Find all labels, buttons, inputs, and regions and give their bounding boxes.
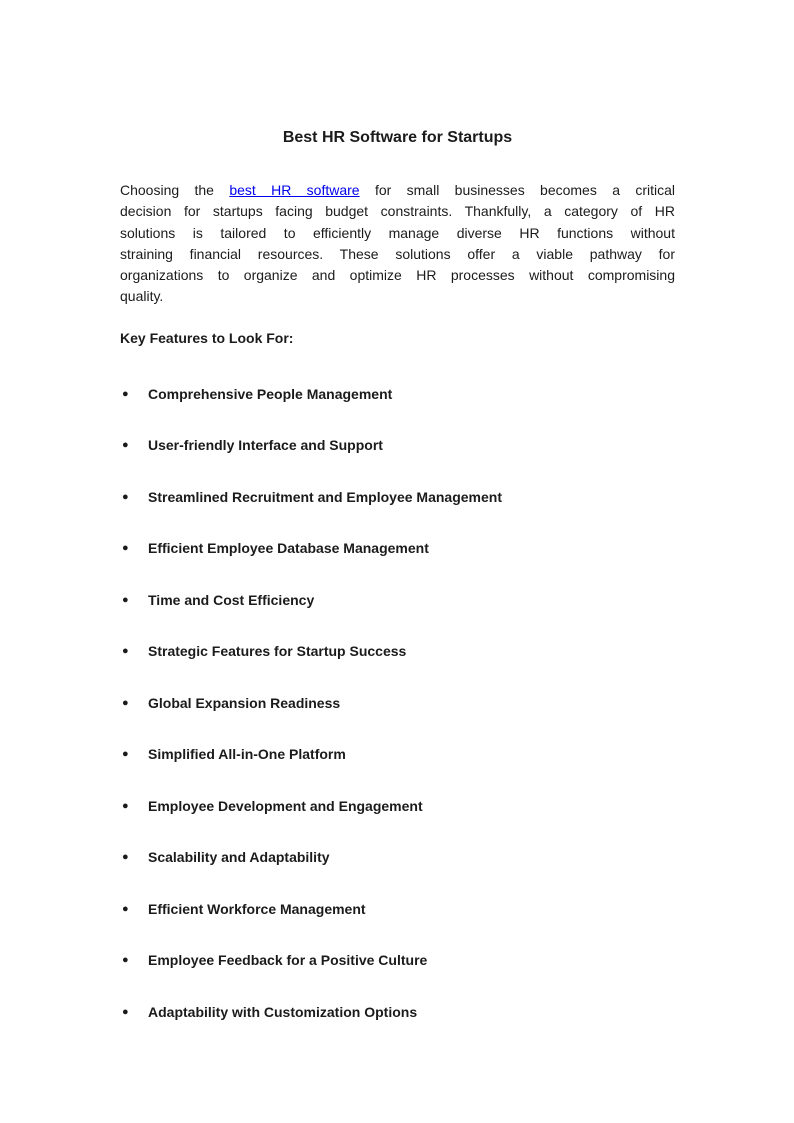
- intro-line-1-suffix: for small businesses becomes a critical: [359, 182, 675, 198]
- feature-label: Time and Cost Efficiency: [148, 591, 315, 608]
- feature-label: Efficient Employee Database Management: [148, 540, 429, 557]
- bullet-icon: ●: [122, 902, 129, 915]
- feature-label: Global Expansion Readiness: [148, 694, 341, 711]
- intro-line-1-prefix: Choosing the: [120, 182, 230, 198]
- section-heading: Key Features to Look For:: [120, 329, 294, 346]
- bullet-icon: ●: [122, 1005, 129, 1018]
- bullet-icon: ●: [122, 748, 129, 761]
- bullet-icon: ●: [122, 387, 129, 400]
- bullet-icon: ●: [122, 593, 129, 606]
- list-item: [120, 950, 675, 971]
- list-item: [120, 641, 675, 662]
- list-item: [120, 693, 675, 714]
- feature-label: Strategic Features for Startup Success: [148, 643, 407, 660]
- bullet-icon: ●: [122, 542, 129, 555]
- intro-line-1: [120, 180, 675, 201]
- intro-line-5: organizations to organize and optimize HR processes without compromising: [120, 267, 675, 284]
- intro-line-2: decision for startups facing budget constraints. Thankfully, a category of HR: [120, 203, 675, 220]
- intro-line-3: solutions is tailored to efficiently manage diverse HR functions without: [120, 224, 675, 241]
- bullet-icon: ●: [122, 645, 129, 658]
- bullet-icon: ●: [122, 490, 129, 503]
- feature-label: Efficient Workforce Management: [148, 900, 366, 917]
- bullet-icon: ●: [122, 954, 129, 967]
- list-item: [120, 1002, 675, 1023]
- list-item: [120, 796, 675, 817]
- list-item: [120, 847, 675, 868]
- best-hr-software-link[interactable]: best HR software: [229, 182, 360, 198]
- feature-list: [120, 384, 675, 1023]
- feature-label: Employee Development and Engagement: [148, 797, 423, 814]
- bullet-icon: ●: [122, 696, 129, 709]
- list-item: [120, 744, 675, 765]
- list-item: [120, 538, 675, 559]
- feature-label: Adaptability with Customization Options: [148, 1003, 418, 1020]
- page-title: Best HR Software for Startups: [282, 129, 513, 146]
- intro-paragraph: [120, 180, 675, 308]
- intro-line-6: quality.: [120, 288, 164, 305]
- feature-label: Simplified All-in-One Platform: [148, 746, 346, 763]
- feature-label: Scalability and Adaptability: [148, 849, 330, 866]
- feature-label: User-friendly Interface and Support: [148, 437, 383, 454]
- list-item: [120, 384, 675, 405]
- list-item: [120, 899, 675, 920]
- feature-label: Comprehensive People Management: [148, 385, 393, 402]
- list-item: [120, 590, 675, 611]
- feature-label: Streamlined Recruitment and Employee Management: [148, 488, 502, 505]
- intro-line-4: straining financial resources. These solutions offer a viable pathway for: [120, 245, 675, 262]
- bullet-icon: ●: [122, 439, 129, 452]
- bullet-icon: ●: [122, 851, 129, 864]
- bullet-icon: ●: [122, 799, 129, 812]
- feature-label: Employee Feedback for a Positive Culture: [148, 952, 428, 969]
- list-item: [120, 487, 675, 508]
- list-item: [120, 435, 675, 456]
